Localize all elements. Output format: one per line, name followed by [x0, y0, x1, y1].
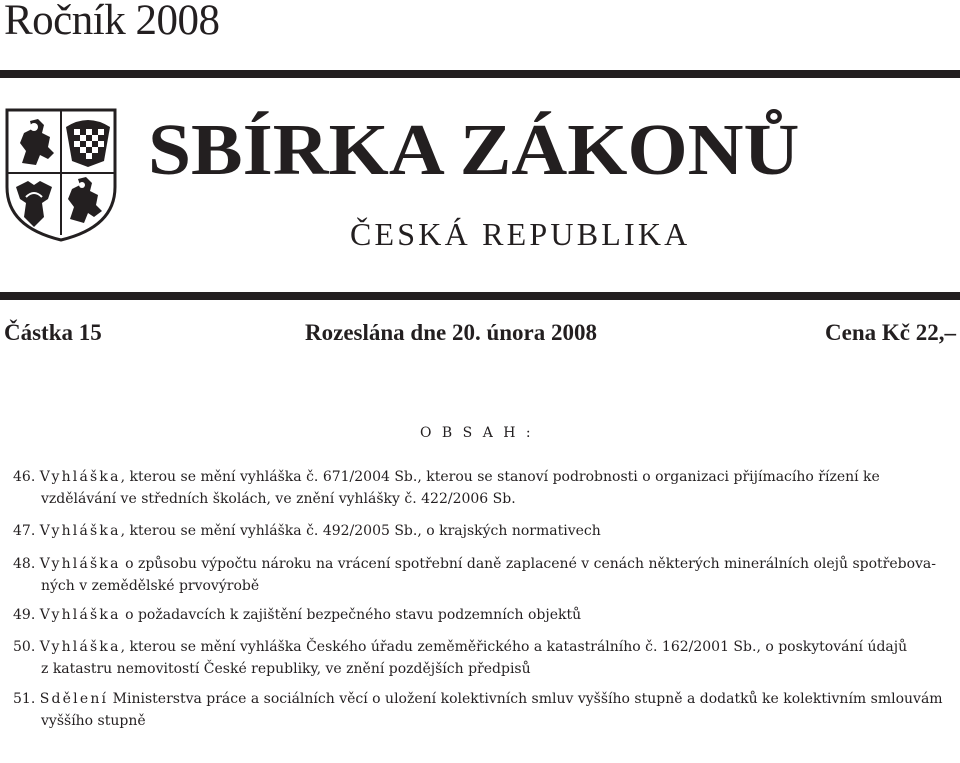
item-number: 46. — [13, 469, 36, 485]
item-text: , kterou se mění vyhláška č. 492/2005 Sb., o krajských normativech — [120, 523, 601, 539]
coat-of-arms-emblem — [4, 107, 118, 243]
item-text: o způsobu výpočtu nároku na vrácení spotřební daně zaplacené v cenách některých minerálních olejů spotřebova- — [120, 556, 936, 572]
journal-title: SBÍRKA ZÁKONŮ — [148, 109, 800, 190]
item-number: 49. — [13, 607, 36, 623]
item-text: Ministerstva práce a sociálních věcí o uložení kolektivních smluv vyššího stupně a dodatků ke kolektivním smlouvám — [108, 691, 943, 707]
volume-year-title: Ročník 2008 — [4, 0, 220, 44]
item-number: 47. — [13, 523, 36, 539]
issue-price: Cena Kč 22,– — [825, 320, 956, 345]
item-text-continued: ných v zemědělské prvovýrobě — [41, 578, 260, 594]
item-kind: Vyhláška — [39, 639, 121, 655]
item-number: 48. — [13, 556, 36, 572]
contents-item-47 — [13, 520, 955, 542]
contents-item-46 — [13, 466, 955, 510]
item-kind: Sdělení — [39, 691, 109, 707]
item-kind: Vyhláška — [39, 523, 121, 539]
item-number: 51. — [13, 691, 36, 707]
item-kind: Vyhláška — [39, 469, 121, 485]
item-text: o požadavcích k zajištění bezpečného stavu podzemních objektů — [120, 607, 582, 623]
contents-item-49 — [13, 604, 955, 626]
bottom-rule — [0, 292, 960, 300]
contents-item-50 — [13, 636, 955, 680]
contents-item-51 — [13, 688, 955, 732]
item-text-continued: z katastru nemovitostí České republiky, ve znění pozdějších předpisů — [41, 661, 531, 677]
item-number: 50. — [13, 639, 36, 655]
item-kind: Vyhláška — [39, 556, 121, 572]
contents-item-48 — [13, 553, 955, 597]
item-text-continued: vzdělávání ve středních školách, ve znění vyhlášky č. 422/2006 Sb. — [41, 491, 516, 507]
top-rule — [0, 70, 960, 78]
country-subtitle: ČESKÁ REPUBLIKA — [350, 216, 691, 252]
item-text-continued: vyššího stupně — [41, 713, 146, 729]
item-text: , kterou se mění vyhláška Českého úřadu zeměměřického a katastrálního č. 162/2001 Sb., o poskytování údajů — [120, 639, 908, 655]
contents-heading: O B S A H : — [420, 425, 534, 441]
item-kind: Vyhláška — [39, 607, 121, 623]
item-text: , kterou se mění vyhláška č. 671/2004 Sb., kterou se stanoví podrobnosti o organizaci přijímacího řízení ke — [120, 469, 880, 485]
distribution-date: Rozeslána dne 20. února 2008 — [305, 320, 597, 345]
issue-part-number: Částka 15 — [4, 320, 102, 345]
